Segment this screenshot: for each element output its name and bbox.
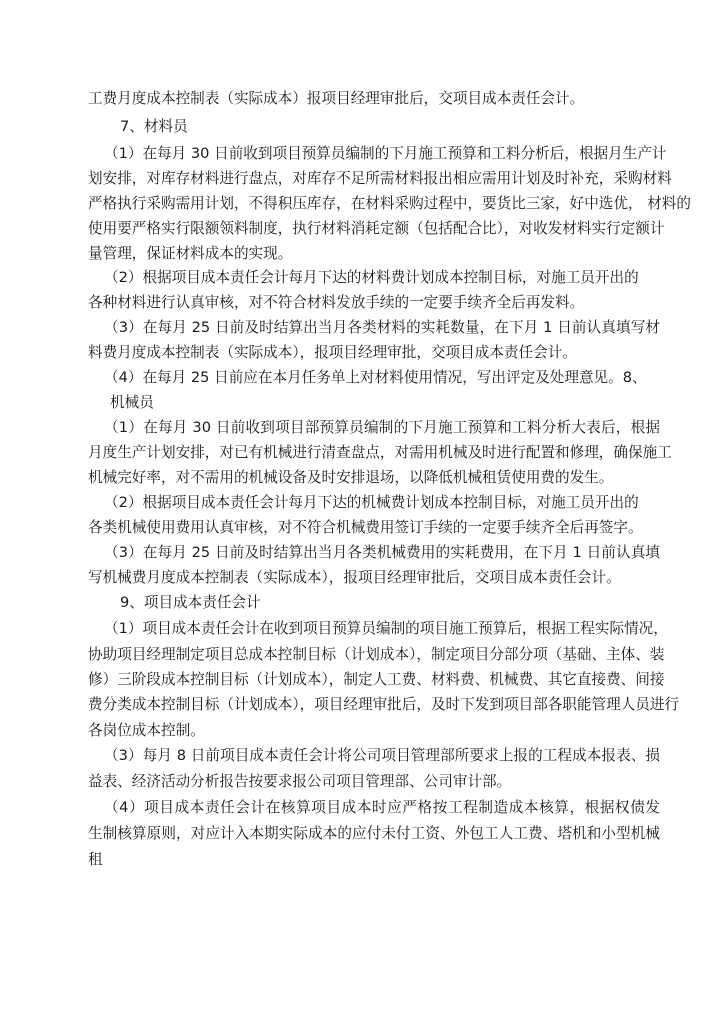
section-heading: 7、材料员 — [120, 118, 188, 135]
text-line: 各岗位成本控制。 — [88, 722, 205, 739]
text-line: 工费月度成本控制表（实际成本）报项目经理审批后，交项目成本责任会计。 — [88, 90, 585, 107]
text-line: （3）每月 8 日前项目成本责任会计将公司项目管理部所要求上报的工程成本报表、损 — [104, 747, 660, 764]
text-line: （3）在每月 25 日前及时结算出当月各类材料的实耗数量，在下月 1 日前认真填写材 — [104, 319, 660, 336]
text-line: 机械完好率，对不需用的机械设备及时安排退场，以降低机械租赁使用费的发生。 — [88, 469, 614, 486]
text-line: 严格执行采购需用计划，不得积压库存，在材料采购过程中，要货比三家，好中选优， 材料的 — [88, 195, 691, 212]
text-line: 月度生产计划安排，对已有机械进行清查盘点，对需用机械及时进行配置和修理，确保施工 — [88, 444, 672, 461]
text-line: （2）根据项目成本责任会计每月下达的材料费计划成本控制目标，对施工员开出的 — [104, 269, 639, 286]
text-line: 各种材料进行认真审核，对不符合材料发放手续的一定要手续齐全后再发料。 — [88, 294, 585, 311]
text-line: （1）在每月 30 日前收到项目预算员编制的下月施工预算和工料分析后，根据月生产计 — [104, 145, 667, 162]
text-line: 费分类成本控制目标（计划成本），项目经理审批后，及时下发到项目部各职能管理人员进行 — [88, 696, 680, 713]
text-line: （2）根据项目成本责任会计每月下达的机械费计划成本控制目标，对施工员开出的 — [104, 494, 639, 511]
text-line: 租 — [88, 851, 103, 868]
text-line: （3）在每月 25 日前及时结算出当月各类机械费用的实耗费用，在下月 1 日前认真填 — [104, 544, 660, 561]
section-heading: 机械员 — [110, 394, 154, 411]
text-line: （4）在每月 25 日前应在本月任务单上对材料使用情况，写出评定及处理意见。8、 — [104, 369, 647, 386]
text-line: 生制核算原则，对应计入本期实际成本的应付未付工资、外包工人工费、塔机和小型机械 — [88, 825, 660, 842]
text-line: 各类机械使用费用认真审核，对不符合机械费用签订手续的一定要手续齐全后再签字。 — [88, 519, 643, 536]
text-line: 协助项目经理制定项目总成本控制目标（计划成本），制定项目分部分项（基础、主体、装 — [88, 646, 665, 663]
text-line: （1）项目成本责任会计在收到项目预算员编制的项目施工预算后，根据工程实际情况， — [104, 620, 668, 637]
text-line: 料费月度成本控制表（实际成本），报项目经理审批，交项目成本责任会计。 — [88, 344, 577, 361]
text-line: 量管理，保证材料成本的实现。 — [88, 245, 293, 262]
text-line: 修）三阶段成本控制目标（计划成本），制定人工费、材料费、机械费、其它直接费、间接 — [88, 671, 665, 688]
text-line: 写机械费月度成本控制表（实际成本），报项目经理审批后，交项目成本责任会计。 — [88, 569, 621, 586]
text-line: 益表、经济活动分析报告按要求报公司项目管理部、公司审计部。 — [88, 773, 512, 790]
text-line: 划安排，对库存材料进行盘点，对库存不足所需材料报出相应需用计划及时补充，采购材料 — [88, 170, 672, 187]
section-heading: 9、项目成本责任会计 — [120, 594, 261, 611]
text-line: （4）项目成本责任会计在核算项目成本时应严格按工程制造成本核算，根据权债发 — [104, 799, 660, 816]
text-line: 使用要严格实行限额领料制度，执行材料消耗定额（包括配合比），对收发材料实行定额计 — [88, 220, 665, 237]
text-line: （1）在每月 30 日前收到项目部预算员编制的下月施工预算和工料分析大表后，根据 — [104, 419, 660, 436]
